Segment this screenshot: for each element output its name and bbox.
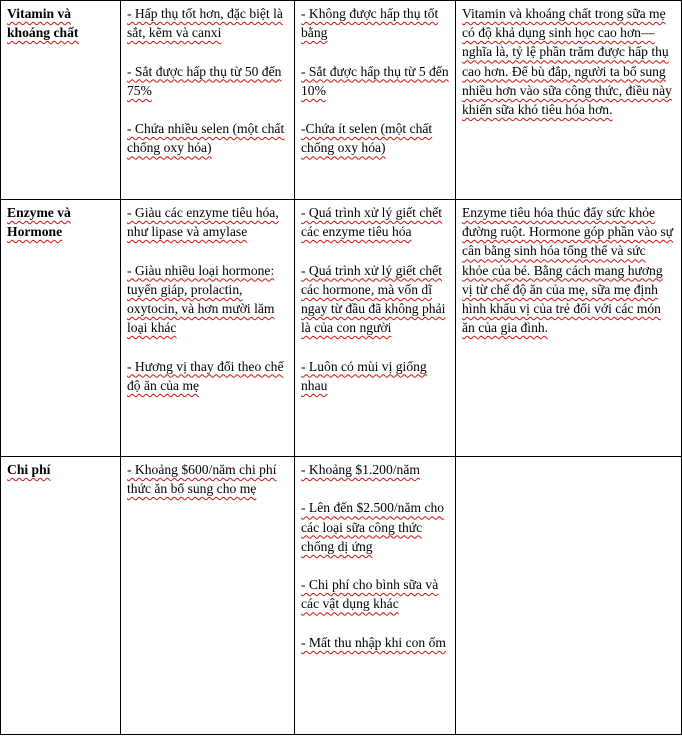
cell-item: - Chứa nhiều selen (một chất chống oxy hóa) xyxy=(127,121,285,156)
cell-item: - Chi phí cho bình sữa và các vật dụng khác xyxy=(301,577,439,612)
table-row xyxy=(1,200,682,457)
row-label-cell xyxy=(1,457,121,735)
cell-item: -Chứa ít selen (một chất chống oxy hóa) xyxy=(301,121,433,156)
table-cell xyxy=(456,1,682,200)
table-cell xyxy=(121,200,295,457)
table-row xyxy=(1,457,682,735)
cell-item: - Hấp thụ tốt hơn, đặc biệt là sắt, kẽm và canxi xyxy=(127,6,283,41)
cell-item: - Quá trình xử lý giết chết các enzyme tiêu hóa xyxy=(301,205,443,240)
row-label-cell xyxy=(1,200,121,457)
cell-paragraph: Enzyme tiêu hóa thúc đẩy sức khỏe đường ruột. Hormone góp phần vào sự cân bằng sinh hóa tổng thể và sức khỏe của bé. Bằng cách mang hương vị từ chế độ ăn của mẹ, sữa mẹ định hình khẩu vị của trẻ đối với các món ăn của gia đình. xyxy=(462,205,674,336)
table-row xyxy=(1,1,682,200)
table-cell xyxy=(456,200,682,457)
table-cell xyxy=(121,1,295,200)
table-cell xyxy=(295,1,456,200)
table-cell xyxy=(121,457,295,735)
row-label: Chi phí xyxy=(7,462,51,477)
row-label: Enzyme và Hormone xyxy=(7,205,71,240)
row-label-cell xyxy=(1,1,121,200)
cell-item: - Giàu các enzyme tiêu hóa, như lipase và amylase xyxy=(127,205,279,240)
table-cell xyxy=(295,200,456,457)
cell-item: - Luôn có mùi vị giống nhau xyxy=(301,358,427,393)
cell-item: - Không được hấp thụ tốt bằng xyxy=(301,6,439,41)
cell-item: - Khoảng $600/năm chi phí thức ăn bổ sung cho mẹ xyxy=(127,462,277,497)
cell-item: - Khoảng $1.200/năm xyxy=(301,462,420,477)
cell-item: - Hương vị thay đổi theo chế độ ăn của mẹ xyxy=(127,358,284,393)
cell-item: - Mất thu nhập khi con ốm xyxy=(301,634,446,650)
cell-paragraph: Vitamin và khoáng chất trong sữa mẹ có độ khả dụng sinh học cao hơn—nghĩa là, tỷ lệ phần trăm được hấp thụ cao hơn. Để bù đắp, người ta bổ sung nhiều hơn vào sữa công thức, điều này khiến sữa khó tiêu hóa hơn. xyxy=(462,6,672,118)
cell-item: - Quá trình xử lý giết chết các hormone, mà vốn dĩ ngay từ đầu đã không phải là của con người xyxy=(301,262,446,336)
cell-item: - Lên đến $2.500/năm cho các loại sữa công thức chống dị ứng xyxy=(301,500,445,554)
cell-item: - Giàu nhiều loại hormone: tuyến giáp, prolactin, oxytocin, và hơn mười lăm loại khác xyxy=(127,262,275,336)
table-cell-empty xyxy=(456,457,682,735)
cell-item: - Sắt được hấp thụ từ 50 đến 75% xyxy=(127,63,282,98)
row-label: Vitamin và khoáng chất xyxy=(7,6,79,41)
table-cell xyxy=(295,457,456,735)
cell-item: - Sắt được hấp thụ từ 5 đến 10% xyxy=(301,63,449,98)
